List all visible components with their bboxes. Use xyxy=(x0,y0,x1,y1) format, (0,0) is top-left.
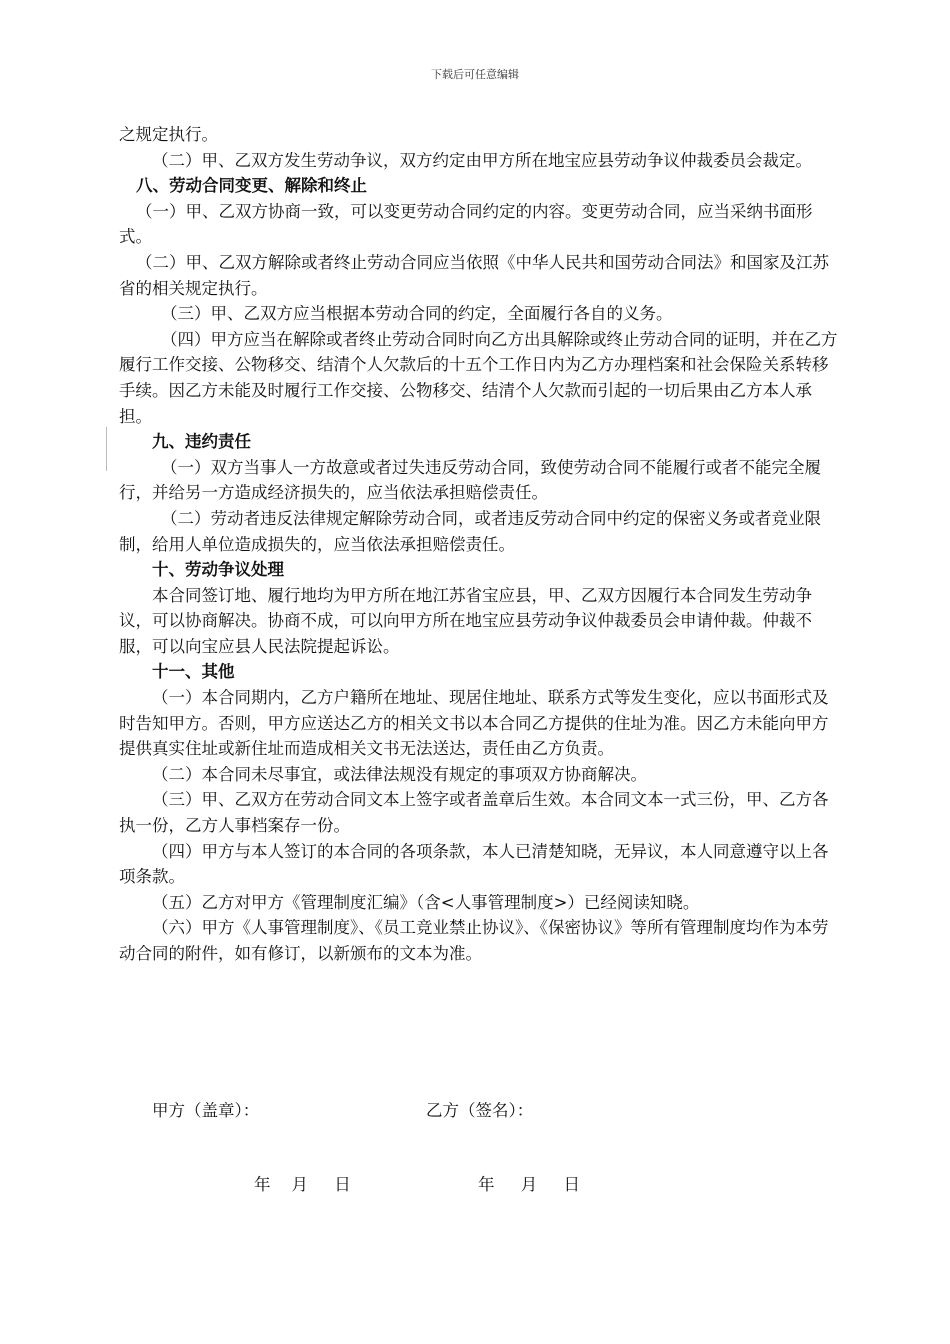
paragraph: （四）甲方应当在解除或者终止劳动合同时向乙方出具解除或终止劳动合同的证明，并在乙方履行工作交接、公物移交、结清个人欠款后的十五个工作日内为乙方办理档案和社会保险关系转移手续。因乙方未能及时履行工作交接、公物移交、结清个人欠款而引起的一切后果由乙方本人承担。 xyxy=(119,329,838,426)
paragraph: （三）甲、乙双方在劳动合同文本上签字或者盖章后生效。本合同文本一式三份，甲、乙方各执一份，乙方人事档案存一份。 xyxy=(119,790,829,836)
paragraph: （一）本合同期内，乙方户籍所在地址、现居住地址、联系方式等发生变化，应以书面形式及时告知甲方。否则，甲方应送达乙方的相关文书以本合同乙方提供的住址为准。因乙方未能向甲方提供真实住址或新住址而造成相关文书无法送达，责任由乙方负责。 xyxy=(119,688,829,759)
party-a-date: 年 月 日 xyxy=(254,1175,351,1194)
paragraph: （二）本合同未尽事宜，或法律法规没有规定的事项双方协商解决。 xyxy=(152,764,647,784)
paragraph: （一）甲、乙双方协商一致，可以变更劳动合同约定的内容。变更劳动合同，应当采纳书面形式。 xyxy=(119,201,813,247)
paragraph: （二）甲、乙双方解除或者终止劳动合同应当依照《中华人民共和国劳动合同法》和国家及江苏省的相关规定执行。 xyxy=(119,252,829,298)
margin-mark xyxy=(106,427,107,471)
paragraph: （三）甲、乙双方应当根据本劳动合同的约定，全面履行各自的义务。 xyxy=(161,304,673,324)
paragraph: （六）甲方《人事管理制度》、《员工竞业禁止协议》、《保密协议》等所有管理制度均作为本劳动合同的附件，如有修订，以新颁布的文本为准。 xyxy=(119,918,829,963)
section-heading: 九、违约责任 xyxy=(152,432,251,452)
paragraph: 本合同签订地、履行地均为甲方所在地江苏省宝应县，甲、乙双方因履行本合同发生劳动争议，可以协商解决。协商不成，可以向甲方所在地宝应县劳动争议仲裁委员会申请仲裁。仲裁不服，可以向宝应县人民法院提起诉讼。 xyxy=(119,585,812,656)
section-heading: 八、劳动合同变更、解除和终止 xyxy=(136,176,367,196)
paragraph: （二）劳动者违反法律规定解除劳动合同，或者违反劳动合同中约定的保密义务或者竞业限制，给用人单位造成损失的，应当依法承担赔偿责任。 xyxy=(119,508,821,554)
party-a-seal-label: 甲方（盖章）： xyxy=(152,1101,260,1120)
section-heading: 十一、其他 xyxy=(152,662,235,682)
paragraph: 之规定执行。 xyxy=(119,125,218,144)
paragraph: （二）甲、乙双方发生劳动争议，双方约定由甲方所在地宝应县劳动争议仲裁委员会裁定。 xyxy=(152,150,812,170)
paragraph: （四）甲方与本人签订的本合同的各项条款，本人已清楚知晓，无异议，本人同意遵守以上各项条款。 xyxy=(119,841,829,887)
section-heading: 十、劳动争议处理 xyxy=(152,560,284,580)
document-body xyxy=(119,122,841,967)
paragraph: （一）双方当事人一方故意或者过失违反劳动合同，致使劳动合同不能履行或者不能完全履行，并给另一方造成经济损失的，应当依法承担赔偿责任。 xyxy=(119,457,821,503)
party-b-date: 年 月 日 xyxy=(478,1175,580,1194)
page-header-note: 下载后可任意编辑 xyxy=(431,68,519,81)
paragraph: （五）乙方对甲方《管理制度汇编》（含<人事管理制度>）已经阅读知晓。 xyxy=(152,892,700,912)
party-b-signature-label: 乙方（签名）： xyxy=(426,1101,534,1120)
